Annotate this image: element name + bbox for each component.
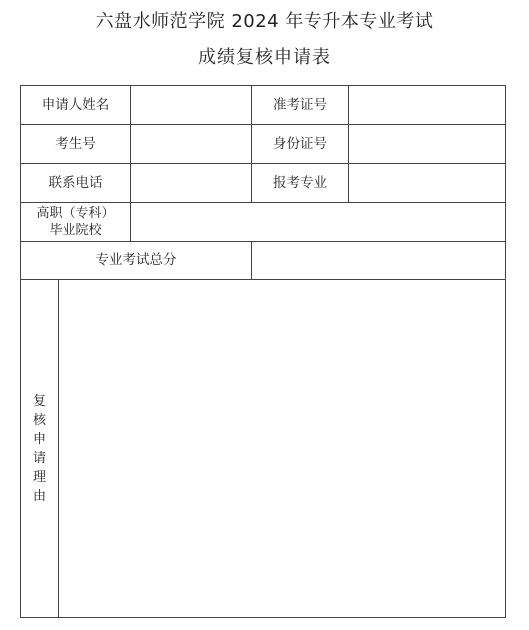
candidate-number-field[interactable] bbox=[131, 125, 252, 164]
form-row-school bbox=[21, 203, 506, 242]
application-form-table bbox=[20, 85, 506, 618]
phone-field[interactable] bbox=[131, 164, 252, 203]
reason-field[interactable] bbox=[59, 280, 506, 618]
form-row-candidate bbox=[21, 125, 506, 164]
applicant-name-label: 申请人姓名 bbox=[21, 86, 131, 125]
reason-label: 复核申请理由 bbox=[32, 393, 46, 504]
form-subtitle: 成绩复核申请表 bbox=[198, 47, 331, 68]
school-label-cell bbox=[21, 203, 131, 242]
total-score-label: 专业考试总分 bbox=[21, 242, 252, 280]
major-label: 报考专业 bbox=[252, 164, 349, 203]
form-row-contact bbox=[21, 164, 506, 203]
admission-ticket-field[interactable] bbox=[349, 86, 506, 125]
form-row-reason bbox=[21, 280, 506, 618]
form-row-score bbox=[21, 242, 506, 280]
id-number-label: 身份证号 bbox=[252, 125, 349, 164]
reason-label-cell bbox=[21, 280, 59, 618]
candidate-number-label: 考生号 bbox=[21, 125, 131, 164]
form-title: 六盘水师范学院 2024 年专升本专业考试 bbox=[95, 11, 434, 32]
form-row-name bbox=[21, 86, 506, 125]
id-number-field[interactable] bbox=[349, 125, 506, 164]
school-label: 高职（专科） 毕业院校 bbox=[36, 206, 115, 238]
applicant-name-field[interactable] bbox=[131, 86, 252, 125]
major-field[interactable] bbox=[349, 164, 506, 203]
school-field[interactable] bbox=[131, 203, 506, 242]
total-score-field[interactable] bbox=[252, 242, 506, 280]
admission-ticket-label: 准考证号 bbox=[252, 86, 349, 125]
phone-label: 联系电话 bbox=[21, 164, 131, 203]
